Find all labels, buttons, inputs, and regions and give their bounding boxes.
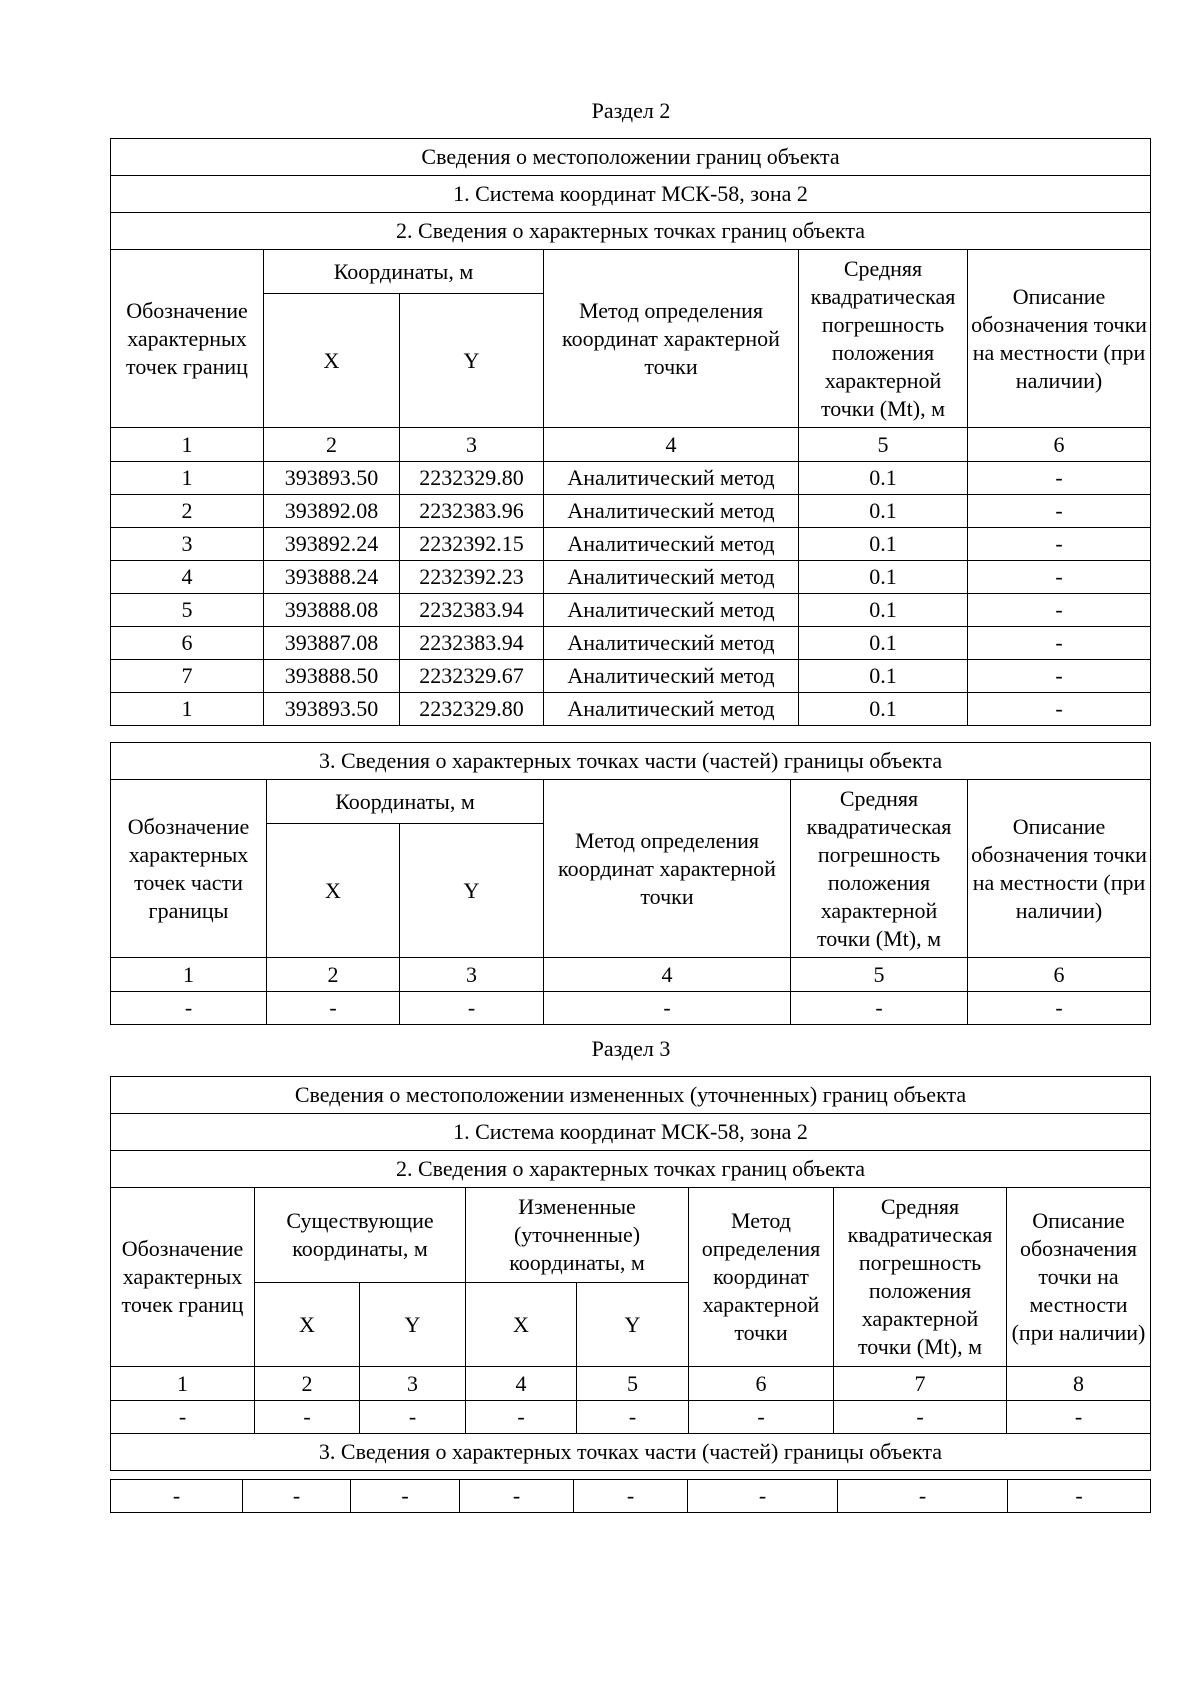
col-number: 7 — [834, 1367, 1007, 1401]
method: - — [544, 992, 791, 1025]
changed-y: - — [577, 1401, 689, 1434]
table-row — [111, 495, 1151, 528]
col-number: 3 — [400, 428, 544, 462]
error-value: 0.1 — [799, 462, 968, 495]
col-description-header: Описание обозначения точки на местности (при наличии) — [1007, 1188, 1151, 1367]
col-number: 6 — [689, 1367, 834, 1401]
method: Аналитический метод — [544, 660, 799, 693]
description: - — [968, 693, 1151, 726]
error-value: 0.1 — [799, 693, 968, 726]
table-row — [111, 992, 1151, 1025]
parts-col-description-header: Описание обозначения точки на местности (при наличии) — [968, 780, 1151, 958]
section-3-parts-table — [110, 1479, 1151, 1513]
section-2-title: Раздел 2 — [591, 98, 671, 123]
point-id: - — [111, 1401, 255, 1434]
description: - — [968, 528, 1151, 561]
col-number: 2 — [255, 1367, 360, 1401]
coord-system-label: 1. Система координат МСК-58, зона 2 — [111, 1114, 1151, 1151]
method: Аналитический метод — [544, 462, 799, 495]
coord-x: - — [267, 992, 400, 1025]
section-3-header: Сведения о местоположении измененных (уточненных) границ объекта — [111, 1077, 1151, 1114]
col-changed-y-header: Y — [577, 1283, 689, 1367]
existing-y: - — [360, 1401, 466, 1434]
col-number: 1 — [111, 1367, 255, 1401]
description: - — [1007, 1401, 1151, 1434]
coord-y: 2232383.96 — [400, 495, 544, 528]
error-value: - — [834, 1401, 1007, 1434]
col-number: 1 — [111, 958, 267, 992]
coord-x: 393888.24 — [264, 561, 400, 594]
coord-x: 393893.50 — [264, 462, 400, 495]
description: - — [968, 660, 1151, 693]
col-number: 3 — [400, 958, 544, 992]
coord-y: 2232329.80 — [400, 693, 544, 726]
method: Аналитический метод — [544, 627, 799, 660]
changed-x: - — [460, 1480, 574, 1513]
point-id: 2 — [111, 495, 264, 528]
coord-x: 393893.50 — [264, 693, 400, 726]
coord-y: 2232329.80 — [400, 462, 544, 495]
parts-col-coords-header: Координаты, м — [267, 780, 544, 824]
description: - — [968, 992, 1151, 1025]
points-heading: 2. Сведения о характерных точках границ объекта — [111, 213, 1151, 250]
existing-x: - — [243, 1480, 351, 1513]
error-value: 0.1 — [799, 627, 968, 660]
table-row — [111, 594, 1151, 627]
coord-x: 393888.50 — [264, 660, 400, 693]
point-id: - — [111, 992, 267, 1025]
points-heading: 2. Сведения о характерных точках границ объекта — [111, 1151, 1151, 1188]
col-x-header: X — [264, 294, 400, 428]
point-id: 6 — [111, 627, 264, 660]
table-row — [111, 561, 1151, 594]
col-number: 2 — [264, 428, 400, 462]
coord-x: 393887.08 — [264, 627, 400, 660]
description: - — [968, 561, 1151, 594]
error-value: - — [838, 1480, 1008, 1513]
table-row — [111, 528, 1151, 561]
col-coords-header: Координаты, м — [264, 250, 544, 294]
col-changed-x-header: X — [466, 1283, 577, 1367]
parts-col-x-header: X — [267, 824, 400, 958]
coord-y: 2232392.23 — [400, 561, 544, 594]
coord-y: 2232392.15 — [400, 528, 544, 561]
coord-y: - — [400, 992, 544, 1025]
parts-col-error-header: Средняя квадратическая погрешность положения характерной точки (Mt), м — [791, 780, 968, 958]
table-row — [111, 660, 1151, 693]
point-id: 1 — [111, 462, 264, 495]
error-value: 0.1 — [799, 561, 968, 594]
table-row — [111, 462, 1151, 495]
error-value: 0.1 — [799, 594, 968, 627]
col-existing-coords-header: Существующие координаты, м — [255, 1188, 466, 1283]
col-error-header: Средняя квадратическая погрешность положения характерной точки (Mt), м — [799, 250, 968, 428]
method: Аналитический метод — [544, 594, 799, 627]
col-y-header: Y — [400, 294, 544, 428]
col-number: 4 — [466, 1367, 577, 1401]
error-value: 0.1 — [799, 495, 968, 528]
method: Аналитический метод — [544, 693, 799, 726]
coord-x: 393892.08 — [264, 495, 400, 528]
col-description-header: Описание обозначения точки на местности (при наличии) — [968, 250, 1151, 428]
coord-y: 2232383.94 — [400, 627, 544, 660]
col-existing-y-header: Y — [360, 1283, 466, 1367]
section-3-boundaries-table — [110, 1076, 1151, 1471]
existing-x: - — [255, 1401, 360, 1434]
point-id: - — [111, 1480, 243, 1513]
parts-col-method-header: Метод определения координат характерной точки — [544, 780, 791, 958]
coord-y: 2232329.67 — [400, 660, 544, 693]
method: - — [688, 1480, 838, 1513]
method: Аналитический метод — [544, 561, 799, 594]
col-number: 5 — [577, 1367, 689, 1401]
coord-x: 393892.24 — [264, 528, 400, 561]
parts-col-y-header: Y — [400, 824, 544, 958]
description: - — [968, 495, 1151, 528]
table-row — [111, 693, 1151, 726]
col-number: 4 — [544, 958, 791, 992]
error-value: - — [791, 992, 968, 1025]
changed-y: - — [574, 1480, 688, 1513]
col-number: 6 — [968, 958, 1151, 992]
point-id: 1 — [111, 693, 264, 726]
coord-x: 393888.08 — [264, 594, 400, 627]
col-number: 6 — [968, 428, 1151, 462]
col-number: 2 — [267, 958, 400, 992]
method: Аналитический метод — [544, 495, 799, 528]
col-number: 3 — [360, 1367, 466, 1401]
section-3-title: Раздел 3 — [591, 1036, 671, 1061]
method: Аналитический метод — [544, 528, 799, 561]
col-designation-header: Обозначение характерных точек границ — [111, 250, 264, 428]
col-designation-header: Обозначение характерных точек границ — [111, 1188, 255, 1367]
col-number: 5 — [791, 958, 968, 992]
changed-x: - — [466, 1401, 577, 1434]
description: - — [968, 627, 1151, 660]
method: - — [689, 1401, 834, 1434]
parts-heading: 3. Сведения о характерных точках части (частей) границы объекта — [111, 743, 1151, 780]
col-existing-x-header: X — [255, 1283, 360, 1367]
col-number: 8 — [1007, 1367, 1151, 1401]
table-row — [111, 1401, 1151, 1434]
point-id: 3 — [111, 528, 264, 561]
coord-system-label: 1. Система координат МСК-58, зона 2 — [111, 176, 1151, 213]
col-method-header: Метод определения координат характерной точки — [544, 250, 799, 428]
description: - — [968, 462, 1151, 495]
existing-y: - — [351, 1480, 460, 1513]
point-id: 7 — [111, 660, 264, 693]
col-number: 5 — [799, 428, 968, 462]
point-id: 5 — [111, 594, 264, 627]
section-2-header: Сведения о местоположении границ объекта — [111, 139, 1151, 176]
col-changed-coords-header: Измененные (уточненные) координаты, м — [466, 1188, 689, 1283]
col-number: 1 — [111, 428, 264, 462]
point-id: 4 — [111, 561, 264, 594]
col-method-header: Метод определения координат характерной точки — [689, 1188, 834, 1367]
table-row — [111, 1480, 1151, 1513]
description: - — [1008, 1480, 1151, 1513]
coord-y: 2232383.94 — [400, 594, 544, 627]
table-row — [111, 627, 1151, 660]
parts-heading: 3. Сведения о характерных точках части (частей) границы объекта — [111, 1434, 1151, 1471]
col-number: 4 — [544, 428, 799, 462]
description: - — [968, 594, 1151, 627]
section-2-boundaries-table — [110, 138, 1151, 726]
error-value: 0.1 — [799, 528, 968, 561]
parts-col-designation-header: Обозначение характерных точек части границы — [111, 780, 267, 958]
col-error-header: Средняя квадратическая погрешность положения характерной точки (Mt), м — [834, 1188, 1007, 1367]
section-2-parts-table — [110, 742, 1151, 1025]
error-value: 0.1 — [799, 660, 968, 693]
